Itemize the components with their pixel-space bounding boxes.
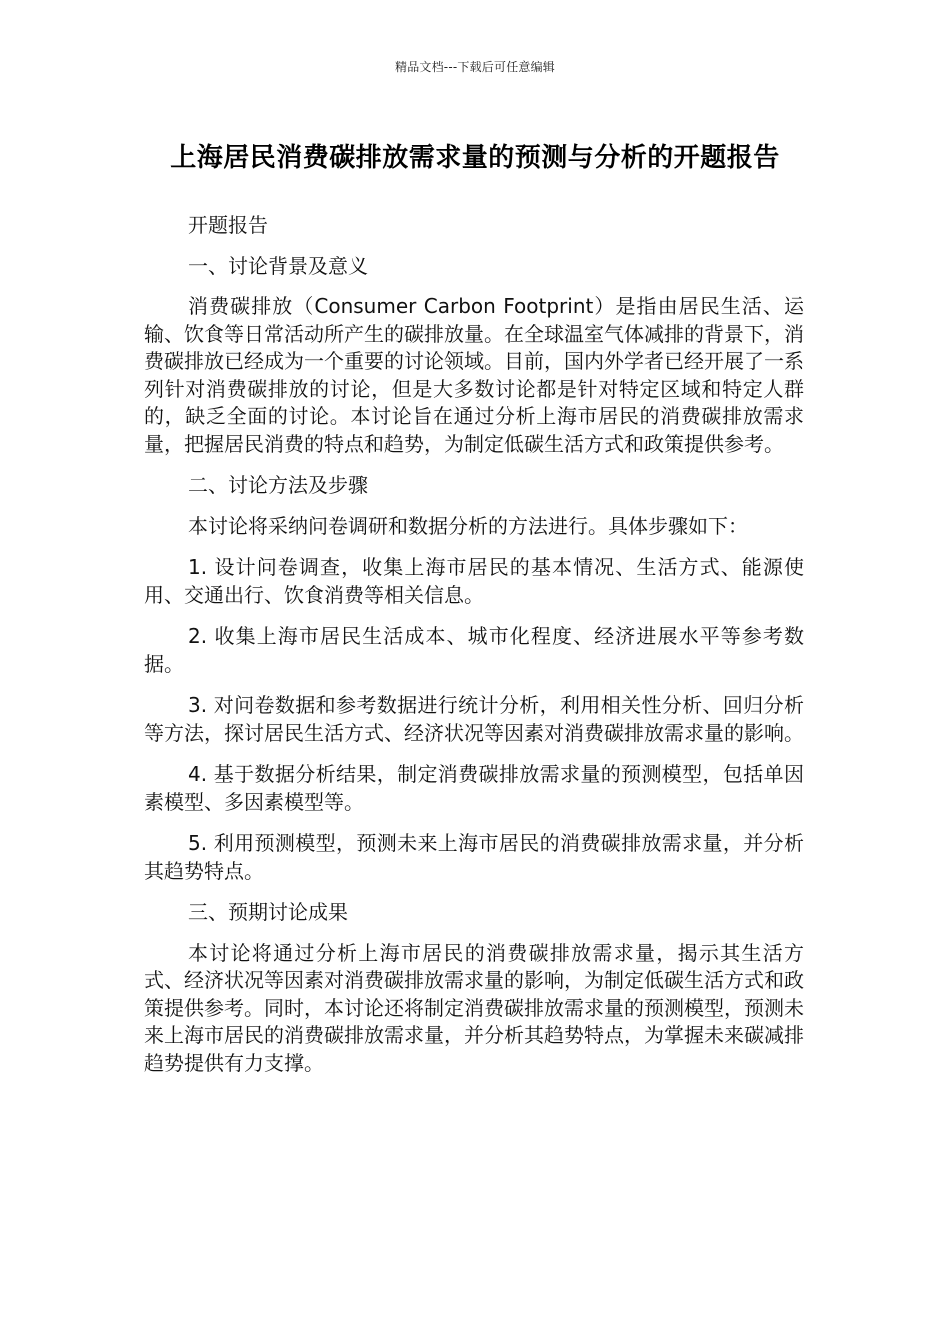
paragraph-method-intro: 本讨论将采纳问卷调研和数据分析的方法进行。具体步骤如下： (188, 513, 748, 538)
step-item: 1. 设计问卷调查，收集上海市居民的基本情况、生活方式、能源使用、交通出行、饮食消费等相关信息。 (144, 555, 804, 607)
step-item: 5. 利用预测模型，预测未来上海市居民的消费碳排放需求量，并分析其趋势特点。 (144, 831, 804, 883)
section-heading-method: 二、讨论方法及步骤 (188, 473, 368, 497)
header-note: 精品文档---下载后可任意编辑 (395, 60, 555, 74)
step-item: 2. 收集上海市居民生活成本、城市化程度、经济进展水平等参考数据。 (144, 624, 804, 676)
section-heading-background: 一、讨论背景及意义 (188, 253, 368, 278)
document-title: 上海居民消费碳排放需求量的预测与分析的开题报告 (170, 143, 780, 173)
document-body (144, 212, 804, 1091)
section-heading-outcomes: 三、预期讨论成果 (188, 900, 348, 924)
paragraph-background: 消费碳排放（Consumer Carbon Footprint）是指由居民生活、运输、饮食等日常活动所产生的碳排放量。在全球温室气体减排的背景下，消费碳排放已经成为一个重要的讨论领域。目前，国内外学者已经开展了一系列针对消费碳排放的讨论，但是大多数讨论都是针对特定区域和特定人群的，缺乏全面的讨论。本讨论旨在通过分析上海市居民的消费碳排放需求量，把握居民消费的特点和趋势，为制定低碳生活方式和政策提供参考。 (144, 294, 804, 456)
report-label: 开题报告 (188, 213, 268, 237)
step-item: 3. 对问卷数据和参考数据进行统计分析，利用相关性分析、回归分析等方法，探讨居民生活方式、经济状况等因素对消费碳排放需求量的影响。 (144, 693, 804, 745)
step-item: 4. 基于数据分析结果，制定消费碳排放需求量的预测模型，包括单因素模型、多因素模型等。 (144, 762, 804, 814)
paragraph-outcomes: 本讨论将通过分析上海市居民的消费碳排放需求量，揭示其生活方式、经济状况等因素对消费碳排放需求量的影响，为制定低碳生活方式和政策提供参考。同时，本讨论还将制定消费碳排放需求量的预测模型，预测未来上海市居民的消费碳排放需求量，并分析其趋势特点，为掌握未来碳减排趋势提供有力支撑。 (144, 940, 804, 1075)
